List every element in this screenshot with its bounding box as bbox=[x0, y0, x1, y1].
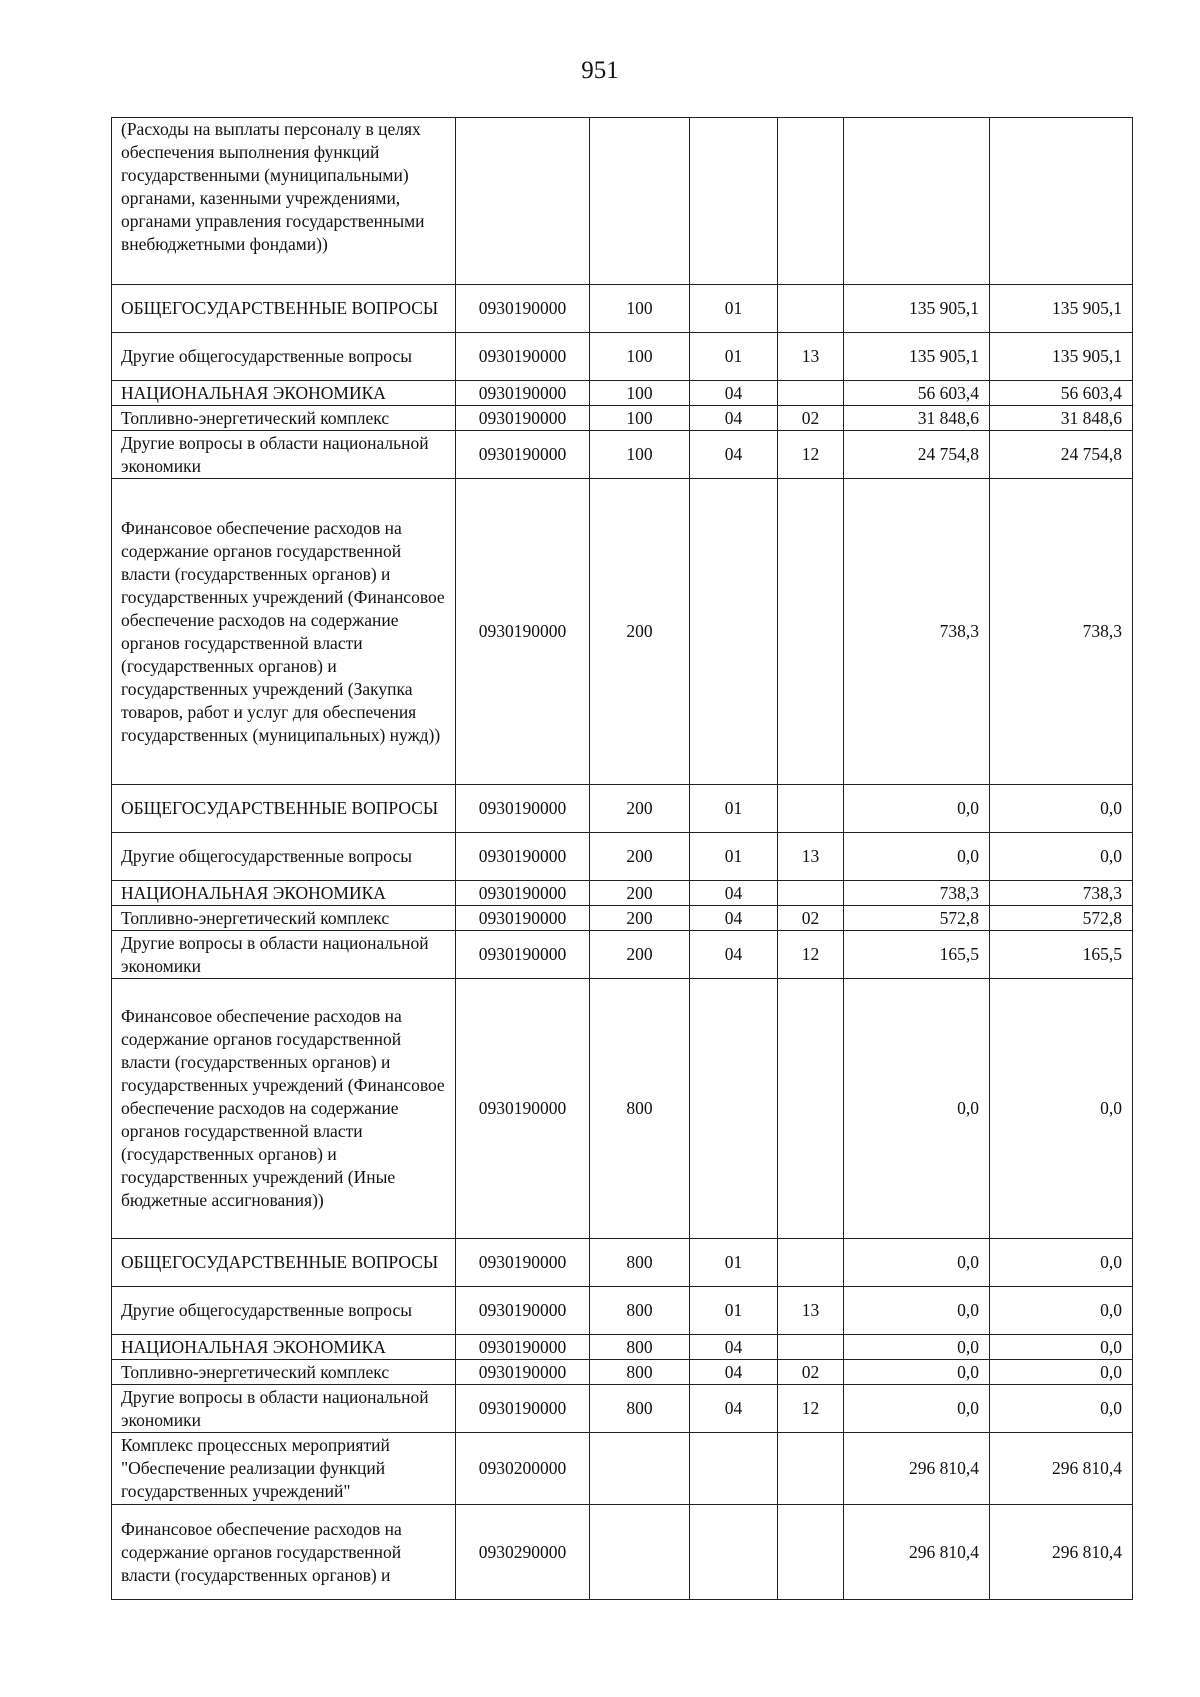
row-name: Другие общегосударственные вопросы bbox=[112, 1287, 456, 1335]
row-name: Другие вопросы в области национальной экономики bbox=[112, 931, 456, 979]
row-section: 01 bbox=[690, 333, 778, 381]
row-amount-1 bbox=[844, 118, 990, 285]
row-amount-1: 0,0 bbox=[844, 1335, 990, 1360]
row-name: ОБЩЕГОСУДАРСТВЕННЫЕ ВОПРОСЫ bbox=[112, 1239, 456, 1287]
row-code: 0930190000 bbox=[456, 833, 590, 881]
row-expense-type: 100 bbox=[590, 333, 690, 381]
table-row bbox=[112, 431, 1133, 479]
row-subsection bbox=[778, 118, 844, 285]
row-amount-1: 0,0 bbox=[844, 1385, 990, 1433]
row-section: 01 bbox=[690, 833, 778, 881]
row-amount-2 bbox=[990, 118, 1133, 285]
row-expense-type: 800 bbox=[590, 1287, 690, 1335]
row-expense-type: 200 bbox=[590, 785, 690, 833]
row-name: Другие общегосударственные вопросы bbox=[112, 333, 456, 381]
row-expense-type: 200 bbox=[590, 833, 690, 881]
row-name: НАЦИОНАЛЬНАЯ ЭКОНОМИКА bbox=[112, 381, 456, 406]
row-name: ОБЩЕГОСУДАРСТВЕННЫЕ ВОПРОСЫ bbox=[112, 785, 456, 833]
row-name: Топливно-энергетический комплекс bbox=[112, 906, 456, 931]
row-subsection: 13 bbox=[778, 833, 844, 881]
row-expense-type: 200 bbox=[590, 931, 690, 979]
row-amount-2: 56 603,4 bbox=[990, 381, 1133, 406]
table-row bbox=[112, 1360, 1133, 1385]
row-code: 0930190000 bbox=[456, 906, 590, 931]
row-amount-1: 0,0 bbox=[844, 785, 990, 833]
row-expense-type: 800 bbox=[590, 1239, 690, 1287]
row-section bbox=[690, 479, 778, 785]
row-subsection: 12 bbox=[778, 1385, 844, 1433]
row-section bbox=[690, 1505, 778, 1600]
row-code: 0930190000 bbox=[456, 431, 590, 479]
row-name: Финансовое обеспечение расходов на содержание органов государственной власти (государственных органов) и государственных учреждений (Финансовое обеспечение расходов на содержание органов государственной власти (государственных органов) и государственных учреждений (Закупка товаров, работ и услуг для обеспечения государственных (муниципальных) нужд)) bbox=[112, 479, 456, 785]
row-section bbox=[690, 1433, 778, 1505]
row-amount-2: 296 810,4 bbox=[990, 1433, 1133, 1505]
row-amount-1: 0,0 bbox=[844, 979, 990, 1239]
row-name: Комплекс процессных мероприятий "Обеспечение реализации функций государственных учреждений" bbox=[112, 1433, 456, 1505]
budget-table bbox=[111, 117, 1133, 1600]
row-code bbox=[456, 118, 590, 285]
table-row bbox=[112, 1505, 1133, 1600]
row-name: НАЦИОНАЛЬНАЯ ЭКОНОМИКА bbox=[112, 1335, 456, 1360]
table-row bbox=[112, 479, 1133, 785]
row-name: ОБЩЕГОСУДАРСТВЕННЫЕ ВОПРОСЫ bbox=[112, 285, 456, 333]
row-code: 0930290000 bbox=[456, 1505, 590, 1600]
row-section: 01 bbox=[690, 285, 778, 333]
row-code: 0930190000 bbox=[456, 931, 590, 979]
row-subsection bbox=[778, 381, 844, 406]
row-subsection bbox=[778, 1335, 844, 1360]
row-subsection: 12 bbox=[778, 431, 844, 479]
row-amount-2: 572,8 bbox=[990, 906, 1133, 931]
row-subsection: 13 bbox=[778, 1287, 844, 1335]
row-amount-1: 0,0 bbox=[844, 1287, 990, 1335]
row-expense-type: 100 bbox=[590, 431, 690, 479]
row-amount-1: 572,8 bbox=[844, 906, 990, 931]
row-subsection bbox=[778, 285, 844, 333]
row-name: Финансовое обеспечение расходов на содержание органов государственной власти (государственных органов) и bbox=[112, 1505, 456, 1600]
row-subsection bbox=[778, 1433, 844, 1505]
row-code: 0930190000 bbox=[456, 1239, 590, 1287]
row-expense-type: 200 bbox=[590, 479, 690, 785]
row-name: Топливно-энергетический комплекс bbox=[112, 1360, 456, 1385]
row-code: 0930190000 bbox=[456, 479, 590, 785]
row-subsection bbox=[778, 785, 844, 833]
row-amount-1: 24 754,8 bbox=[844, 431, 990, 479]
table-row bbox=[112, 333, 1133, 381]
row-subsection bbox=[778, 979, 844, 1239]
row-code: 0930190000 bbox=[456, 979, 590, 1239]
row-name: (Расходы на выплаты персоналу в целях обеспечения выполнения функций государственными (муниципальными) органами, казенными учреждениями, органами управления государственными внебюджетными фондами)) bbox=[112, 118, 456, 285]
row-section: 04 bbox=[690, 1335, 778, 1360]
row-section: 04 bbox=[690, 931, 778, 979]
row-amount-2: 0,0 bbox=[990, 1385, 1133, 1433]
table-row bbox=[112, 785, 1133, 833]
row-name: Финансовое обеспечение расходов на содержание органов государственной власти (государственных органов) и государственных учреждений (Финансовое обеспечение расходов на содержание органов государственной власти (государственных органов) и государственных учреждений (Иные бюджетные ассигнования)) bbox=[112, 979, 456, 1239]
row-subsection bbox=[778, 479, 844, 785]
row-name: Топливно-энергетический комплекс bbox=[112, 406, 456, 431]
table-row bbox=[112, 285, 1133, 333]
row-expense-type: 100 bbox=[590, 406, 690, 431]
table-row bbox=[112, 881, 1133, 906]
row-amount-1: 738,3 bbox=[844, 881, 990, 906]
row-name: НАЦИОНАЛЬНАЯ ЭКОНОМИКА bbox=[112, 881, 456, 906]
row-amount-1: 0,0 bbox=[844, 833, 990, 881]
row-amount-2: 0,0 bbox=[990, 785, 1133, 833]
row-section bbox=[690, 979, 778, 1239]
row-amount-2: 738,3 bbox=[990, 881, 1133, 906]
table-row bbox=[112, 931, 1133, 979]
row-expense-type: 100 bbox=[590, 285, 690, 333]
row-amount-2: 0,0 bbox=[990, 1239, 1133, 1287]
row-expense-type: 800 bbox=[590, 1335, 690, 1360]
row-subsection: 02 bbox=[778, 406, 844, 431]
row-section: 04 bbox=[690, 906, 778, 931]
row-amount-2: 0,0 bbox=[990, 833, 1133, 881]
row-section: 04 bbox=[690, 1360, 778, 1385]
row-expense-type bbox=[590, 118, 690, 285]
row-amount-1: 738,3 bbox=[844, 479, 990, 785]
table-row bbox=[112, 1433, 1133, 1505]
row-amount-2: 0,0 bbox=[990, 1335, 1133, 1360]
row-code: 0930190000 bbox=[456, 1287, 590, 1335]
row-amount-1: 56 603,4 bbox=[844, 381, 990, 406]
row-expense-type: 800 bbox=[590, 979, 690, 1239]
row-code: 0930190000 bbox=[456, 1335, 590, 1360]
row-section: 01 bbox=[690, 785, 778, 833]
row-section: 04 bbox=[690, 431, 778, 479]
row-amount-1: 135 905,1 bbox=[844, 285, 990, 333]
row-amount-1: 0,0 bbox=[844, 1239, 990, 1287]
table-row bbox=[112, 381, 1133, 406]
row-code: 0930200000 bbox=[456, 1433, 590, 1505]
row-code: 0930190000 bbox=[456, 333, 590, 381]
page-number: 951 bbox=[581, 57, 619, 84]
row-amount-2: 0,0 bbox=[990, 1287, 1133, 1335]
row-amount-2: 135 905,1 bbox=[990, 333, 1133, 381]
row-subsection bbox=[778, 1239, 844, 1287]
row-amount-2: 31 848,6 bbox=[990, 406, 1133, 431]
row-code: 0930190000 bbox=[456, 785, 590, 833]
row-subsection: 02 bbox=[778, 906, 844, 931]
row-section: 04 bbox=[690, 381, 778, 406]
row-code: 0930190000 bbox=[456, 1385, 590, 1433]
row-section bbox=[690, 118, 778, 285]
row-amount-1: 0,0 bbox=[844, 1360, 990, 1385]
row-expense-type: 800 bbox=[590, 1360, 690, 1385]
row-amount-1: 165,5 bbox=[844, 931, 990, 979]
row-expense-type: 200 bbox=[590, 906, 690, 931]
row-amount-1: 135 905,1 bbox=[844, 333, 990, 381]
row-amount-1: 296 810,4 bbox=[844, 1505, 990, 1600]
row-code: 0930190000 bbox=[456, 381, 590, 406]
table-row bbox=[112, 118, 1133, 285]
row-name: Другие вопросы в области национальной экономики bbox=[112, 431, 456, 479]
row-section: 01 bbox=[690, 1287, 778, 1335]
row-name: Другие вопросы в области национальной экономики bbox=[112, 1385, 456, 1433]
row-amount-2: 0,0 bbox=[990, 979, 1133, 1239]
row-amount-2: 24 754,8 bbox=[990, 431, 1133, 479]
row-subsection: 02 bbox=[778, 1360, 844, 1385]
row-expense-type bbox=[590, 1433, 690, 1505]
row-code: 0930190000 bbox=[456, 406, 590, 431]
row-subsection bbox=[778, 881, 844, 906]
row-amount-1: 296 810,4 bbox=[844, 1433, 990, 1505]
row-amount-2: 0,0 bbox=[990, 1360, 1133, 1385]
row-section: 04 bbox=[690, 881, 778, 906]
table-row bbox=[112, 906, 1133, 931]
table-row bbox=[112, 1239, 1133, 1287]
table-row bbox=[112, 1385, 1133, 1433]
row-amount-2: 135 905,1 bbox=[990, 285, 1133, 333]
row-expense-type: 100 bbox=[590, 381, 690, 406]
row-section: 04 bbox=[690, 1385, 778, 1433]
table-row bbox=[112, 406, 1133, 431]
row-code: 0930190000 bbox=[456, 881, 590, 906]
table-row bbox=[112, 1287, 1133, 1335]
table-row bbox=[112, 979, 1133, 1239]
row-code: 0930190000 bbox=[456, 285, 590, 333]
table-row bbox=[112, 833, 1133, 881]
row-expense-type bbox=[590, 1505, 690, 1600]
row-amount-2: 165,5 bbox=[990, 931, 1133, 979]
row-code: 0930190000 bbox=[456, 1360, 590, 1385]
row-subsection: 13 bbox=[778, 333, 844, 381]
row-section: 04 bbox=[690, 406, 778, 431]
row-subsection: 12 bbox=[778, 931, 844, 979]
row-amount-1: 31 848,6 bbox=[844, 406, 990, 431]
row-amount-2: 738,3 bbox=[990, 479, 1133, 785]
row-expense-type: 200 bbox=[590, 881, 690, 906]
row-expense-type: 800 bbox=[590, 1385, 690, 1433]
row-amount-2: 296 810,4 bbox=[990, 1505, 1133, 1600]
row-name: Другие общегосударственные вопросы bbox=[112, 833, 456, 881]
row-section: 01 bbox=[690, 1239, 778, 1287]
table-row bbox=[112, 1335, 1133, 1360]
row-subsection bbox=[778, 1505, 844, 1600]
